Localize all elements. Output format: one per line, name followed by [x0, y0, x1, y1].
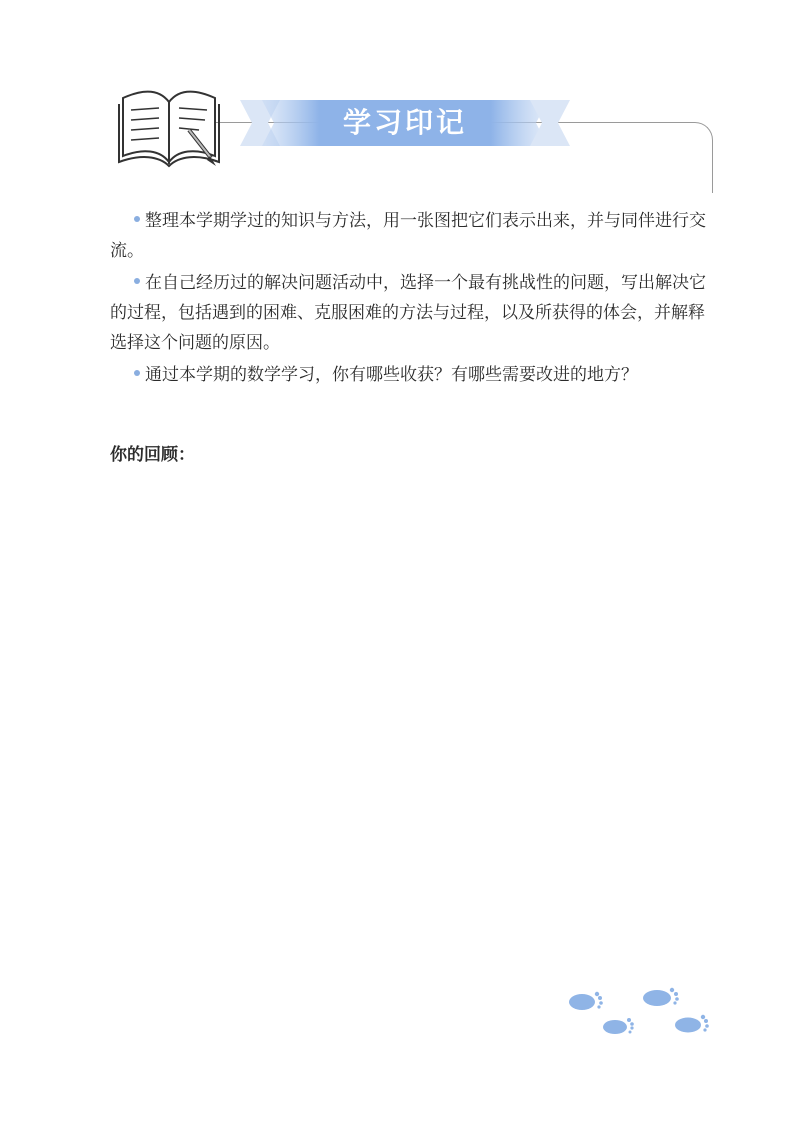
bullet-text: 通过本学期的数学学习，你有哪些收获？有哪些需要改进的地方？: [145, 365, 638, 385]
list-item: [110, 360, 710, 390]
bullet-dot-icon: [134, 216, 140, 222]
open-book-icon: [115, 80, 223, 170]
list-item: [110, 268, 710, 358]
review-label: 你的回顾：: [110, 445, 195, 465]
list-item: [110, 206, 710, 266]
section-title: 学习印记: [342, 106, 467, 139]
bullet-text: 在自己经历过的解决问题活动中，选择一个最有挑战性的问题，写出解决它的过程，包括遇到的困难、克服困难的方法与过程，以及所获得的体会，并解释选择这个问题的原因。: [110, 273, 706, 353]
bullet-list: [110, 206, 710, 392]
bullet-dot-icon: [134, 278, 140, 284]
bullet-dot-icon: [134, 370, 140, 376]
bullet-text: 整理本学期学过的知识与方法，用一张图把它们表示出来，并与同伴进行交流。: [110, 211, 706, 261]
footprints-icon: [560, 980, 720, 1040]
